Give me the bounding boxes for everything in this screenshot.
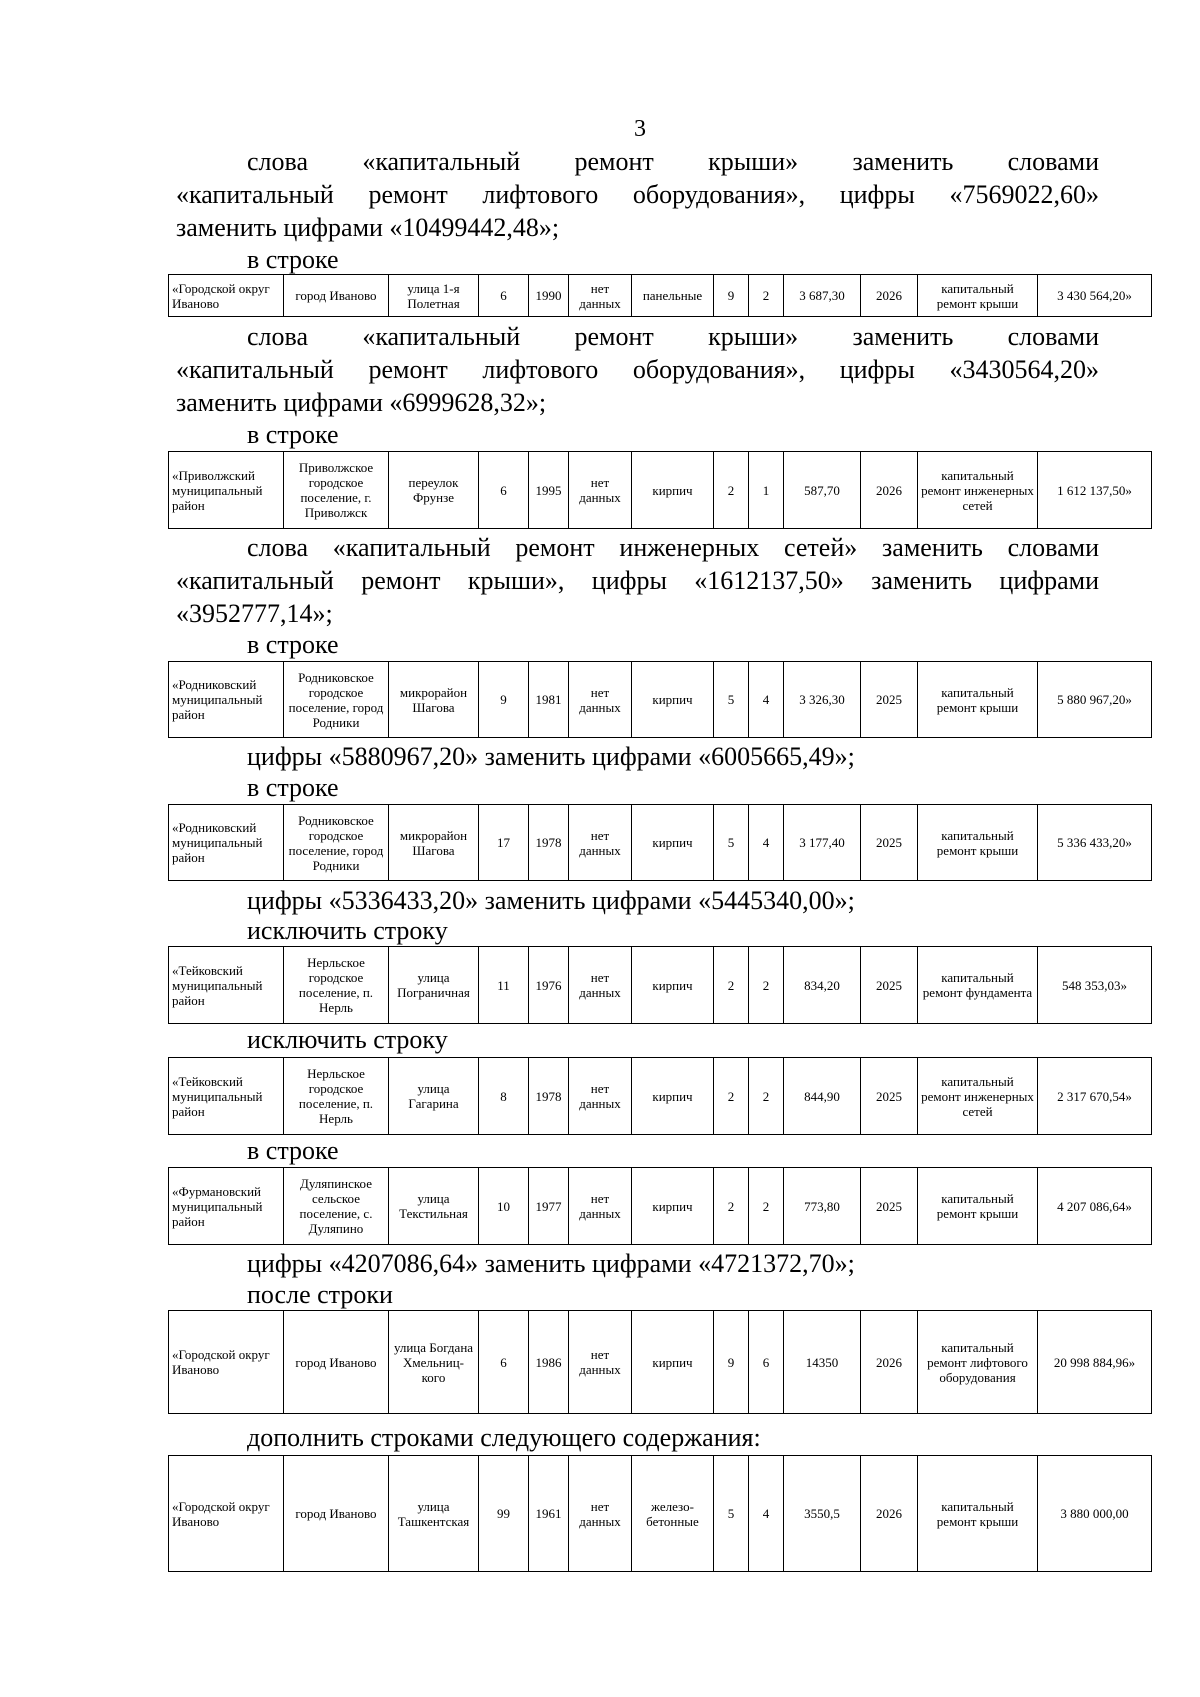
entrances-cell: 4 — [749, 662, 784, 738]
settlement-cell: город Иваново — [284, 1311, 389, 1414]
paragraph-line: слова «капитальный ремонт крыши» заменить словами — [247, 147, 1099, 176]
year-cell: 1961 — [529, 1456, 569, 1572]
paragraph-line: слова «капитальный ремонт крыши» заменить словами — [247, 322, 1099, 351]
table-row — [168, 1455, 1152, 1572]
area-cell: 3550,5 — [784, 1456, 861, 1572]
floors-cell: 9 — [714, 275, 749, 317]
wall-material-cell: кирпич — [632, 452, 714, 529]
work-type-cell: капитальный ремонт инженерных сетей — [918, 452, 1038, 529]
paragraph-line: «капитальный ремонт лифтового оборудования», цифры «3430564,20» — [176, 355, 1099, 384]
municipality-cell: «Родниковский муниципальный район — [169, 662, 284, 738]
house-cell: 10 — [479, 1168, 529, 1245]
cost-cell: 3 430 564,20» — [1038, 275, 1152, 317]
year-cell: 1990 — [529, 275, 569, 317]
wall-material-cell: кирпич — [632, 1168, 714, 1245]
floors-cell: 2 — [714, 452, 749, 529]
year-cell: 1986 — [529, 1311, 569, 1414]
plan-year-cell: 2025 — [861, 947, 918, 1024]
street-cell: микрорайон Шагова — [389, 662, 479, 738]
floors-cell: 5 — [714, 1456, 749, 1572]
entrances-cell: 2 — [749, 1058, 784, 1135]
table-row — [168, 1310, 1152, 1414]
municipality-cell: «Тейковский муниципальный район — [169, 947, 284, 1024]
year-commissioned-cell: нет данных — [569, 452, 632, 529]
area-cell: 844,90 — [784, 1058, 861, 1135]
table-row — [168, 451, 1152, 529]
paragraph — [176, 740, 1099, 773]
cost-cell: 5 336 433,20» — [1038, 805, 1152, 881]
entrances-cell: 1 — [749, 452, 784, 529]
year-cell: 1976 — [529, 947, 569, 1024]
plan-year-cell: 2026 — [861, 452, 918, 529]
cost-cell: 2 317 670,54» — [1038, 1058, 1152, 1135]
table-row — [168, 1167, 1152, 1245]
year-commissioned-cell: нет данных — [569, 1311, 632, 1414]
municipality-cell: «Городской округ Иваново — [169, 1311, 284, 1414]
paragraph — [176, 320, 1099, 419]
area-cell: 3 687,30 — [784, 275, 861, 317]
area-cell: 773,80 — [784, 1168, 861, 1245]
work-type-cell: капитальный ремонт лифтового оборудования — [918, 1311, 1038, 1414]
settlement-cell: город Иваново — [284, 1456, 389, 1572]
plan-year-cell: 2025 — [861, 805, 918, 881]
year-cell: 1977 — [529, 1168, 569, 1245]
plan-year-cell: 2026 — [861, 275, 918, 317]
floors-cell: 5 — [714, 662, 749, 738]
settlement-cell: Родниковское городское поселение, город Родники — [284, 805, 389, 881]
entrances-cell: 4 — [749, 805, 784, 881]
settlement-cell: Нерльское городское поселение, п. Нерль — [284, 947, 389, 1024]
plan-year-cell: 2025 — [861, 1168, 918, 1245]
year-commissioned-cell: нет данных — [569, 1456, 632, 1572]
paragraph-line: цифры «5336433,20» заменить цифрами «5445340,00»; — [247, 886, 855, 915]
work-type-cell: капитальный ремонт крыши — [918, 1456, 1038, 1572]
year-commissioned-cell: нет данных — [569, 1058, 632, 1135]
area-cell: 834,20 — [784, 947, 861, 1024]
work-type-cell: капитальный ремонт фундамента — [918, 947, 1038, 1024]
table-row-cells — [169, 1058, 1152, 1135]
house-cell: 17 — [479, 805, 529, 881]
entrances-cell: 4 — [749, 1456, 784, 1572]
section-label: в строке — [247, 245, 339, 274]
municipality-cell: «Тейковский муниципальный район — [169, 1058, 284, 1135]
cost-cell: 548 353,03» — [1038, 947, 1152, 1024]
wall-material-cell: кирпич — [632, 662, 714, 738]
section-label: дополнить строками следующего содержания: — [247, 1423, 761, 1452]
municipality-cell: «Родниковский муниципальный район — [169, 805, 284, 881]
house-cell: 8 — [479, 1058, 529, 1135]
year-commissioned-cell: нет данных — [569, 662, 632, 738]
section-label: в строке — [247, 1136, 339, 1165]
wall-material-cell: панельные — [632, 275, 714, 317]
house-cell: 6 — [479, 275, 529, 317]
entrances-cell: 2 — [749, 275, 784, 317]
paragraph-line: «капитальный ремонт лифтового оборудования», цифры «7569022,60» — [176, 180, 1099, 209]
page-number: 3 — [634, 116, 646, 142]
table-row-cells — [169, 947, 1152, 1024]
paragraph-line: «3952777,14»; — [176, 599, 333, 628]
section-label: в строке — [247, 420, 339, 449]
cost-cell: 3 880 000,00 — [1038, 1456, 1152, 1572]
year-cell: 1978 — [529, 805, 569, 881]
table-row-cells — [169, 662, 1152, 738]
year-cell: 1981 — [529, 662, 569, 738]
street-cell: улица Ташкентская — [389, 1456, 479, 1572]
paragraph-line: цифры «5880967,20» заменить цифрами «6005665,49»; — [247, 742, 855, 771]
settlement-cell: Дуляпинское сельское поселение, с. Дуляпино — [284, 1168, 389, 1245]
section-label: после строки — [247, 1280, 393, 1309]
house-cell: 9 — [479, 662, 529, 738]
paragraph-line: «капитальный ремонт крыши», цифры «1612137,50» заменить цифрами — [176, 566, 1099, 595]
section-label: в строке — [247, 630, 339, 659]
street-cell: улица Гагарина — [389, 1058, 479, 1135]
area-cell: 3 177,40 — [784, 805, 861, 881]
area-cell: 587,70 — [784, 452, 861, 529]
paragraph-line: слова «капитальный ремонт инженерных сетей» заменить словами — [247, 533, 1099, 562]
municipality-cell: «Фурмановский муниципальный район — [169, 1168, 284, 1245]
cost-cell: 5 880 967,20» — [1038, 662, 1152, 738]
work-type-cell: капитальный ремонт крыши — [918, 1168, 1038, 1245]
paragraph-line: цифры «4207086,64» заменить цифрами «4721372,70»; — [247, 1249, 855, 1278]
section-label: исключить строку — [247, 916, 448, 945]
plan-year-cell: 2025 — [861, 1058, 918, 1135]
floors-cell: 2 — [714, 947, 749, 1024]
street-cell: переулок Фрунзе — [389, 452, 479, 529]
table-row-cells — [169, 275, 1152, 317]
settlement-cell: Приволжское городское поселение, г. Приволжск — [284, 452, 389, 529]
table-row-cells — [169, 1456, 1152, 1572]
year-commissioned-cell: нет данных — [569, 805, 632, 881]
entrances-cell: 6 — [749, 1311, 784, 1414]
paragraph — [176, 884, 1099, 917]
year-cell: 1978 — [529, 1058, 569, 1135]
table-row — [168, 274, 1152, 317]
section-label: в строке — [247, 773, 339, 802]
table-row-cells — [169, 1168, 1152, 1245]
wall-material-cell: кирпич — [632, 947, 714, 1024]
floors-cell: 2 — [714, 1058, 749, 1135]
settlement-cell: Нерльское городское поселение, п. Нерль — [284, 1058, 389, 1135]
floors-cell: 9 — [714, 1311, 749, 1414]
house-cell: 6 — [479, 1311, 529, 1414]
year-commissioned-cell: нет данных — [569, 275, 632, 317]
entrances-cell: 2 — [749, 1168, 784, 1245]
street-cell: микрорайон Шагова — [389, 805, 479, 881]
work-type-cell: капитальный ремонт крыши — [918, 805, 1038, 881]
table-row-cells — [169, 805, 1152, 881]
area-cell: 3 326,30 — [784, 662, 861, 738]
table-row — [168, 1057, 1152, 1135]
paragraph — [176, 145, 1099, 244]
work-type-cell: капитальный ремонт инженерных сетей — [918, 1058, 1038, 1135]
house-cell: 6 — [479, 452, 529, 529]
settlement-cell: Родниковское городское поселение, город Родники — [284, 662, 389, 738]
municipality-cell: «Городской округ Иваново — [169, 275, 284, 317]
street-cell: улица 1-я Полетная — [389, 275, 479, 317]
wall-material-cell: кирпич — [632, 1058, 714, 1135]
plan-year-cell: 2025 — [861, 662, 918, 738]
table-row-cells — [169, 452, 1152, 529]
work-type-cell: капитальный ремонт крыши — [918, 275, 1038, 317]
work-type-cell: капитальный ремонт крыши — [918, 662, 1038, 738]
wall-material-cell: кирпич — [632, 805, 714, 881]
floors-cell: 5 — [714, 805, 749, 881]
paragraph-line: заменить цифрами «6999628,32»; — [176, 388, 547, 417]
cost-cell: 20 998 884,96» — [1038, 1311, 1152, 1414]
paragraph — [176, 1247, 1099, 1280]
entrances-cell: 2 — [749, 947, 784, 1024]
table-row — [168, 661, 1152, 738]
settlement-cell: город Иваново — [284, 275, 389, 317]
plan-year-cell: 2026 — [861, 1311, 918, 1414]
street-cell: улица Богдана Хмельниц-кого — [389, 1311, 479, 1414]
municipality-cell: «Приволжский муниципальный район — [169, 452, 284, 529]
floors-cell: 2 — [714, 1168, 749, 1245]
wall-material-cell: кирпич — [632, 1311, 714, 1414]
plan-year-cell: 2026 — [861, 1456, 918, 1572]
area-cell: 14350 — [784, 1311, 861, 1414]
table-row — [168, 804, 1152, 881]
house-cell: 11 — [479, 947, 529, 1024]
house-cell: 99 — [479, 1456, 529, 1572]
street-cell: улица Текстильная — [389, 1168, 479, 1245]
year-cell: 1995 — [529, 452, 569, 529]
cost-cell: 4 207 086,64» — [1038, 1168, 1152, 1245]
paragraph — [176, 531, 1099, 630]
wall-material-cell: железо-бетонные — [632, 1456, 714, 1572]
year-commissioned-cell: нет данных — [569, 1168, 632, 1245]
table-row — [168, 946, 1152, 1024]
section-label: исключить строку — [247, 1025, 448, 1054]
year-commissioned-cell: нет данных — [569, 947, 632, 1024]
table-row-cells — [169, 1311, 1152, 1414]
cost-cell: 1 612 137,50» — [1038, 452, 1152, 529]
street-cell: улица Пограничная — [389, 947, 479, 1024]
municipality-cell: «Городской округ Иваново — [169, 1456, 284, 1572]
paragraph-line: заменить цифрами «10499442,48»; — [176, 213, 560, 242]
